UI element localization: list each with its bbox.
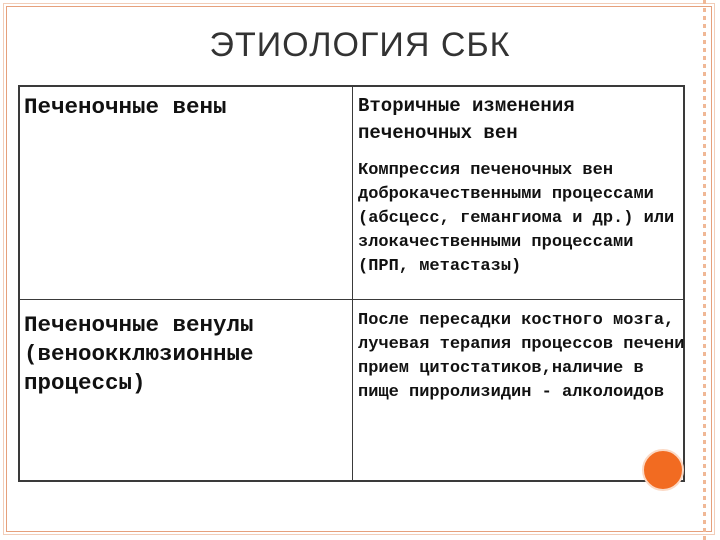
etiology-table bbox=[18, 85, 685, 482]
row-1-right-heading: Вторичные изменения печеночных вен bbox=[358, 95, 575, 144]
row-1-right-text: Компрессия печеночных вен доброкачественными процессами (абсцесс, гемангиома и др.) или злокачественными процессами (ПРП, метастазы) bbox=[358, 161, 675, 276]
column-divider bbox=[352, 87, 353, 480]
row-divider bbox=[20, 299, 683, 300]
row-2-right-text: После пересадки костного мозга, лучевая терапия процессов печени прием цитостатиков,наличие в пище пирролизидин - алколоидов bbox=[358, 311, 685, 402]
decorative-border bbox=[703, 0, 706, 540]
orange-circle-decoration bbox=[642, 449, 684, 491]
row-2-left-cell: Печеночные венулы (веноокклюзионные процессы) bbox=[24, 312, 254, 396]
slide-title: ЭТИОЛОГИЯ СБК bbox=[209, 26, 511, 64]
row-1-left-cell: Печеночные вены bbox=[24, 94, 227, 120]
